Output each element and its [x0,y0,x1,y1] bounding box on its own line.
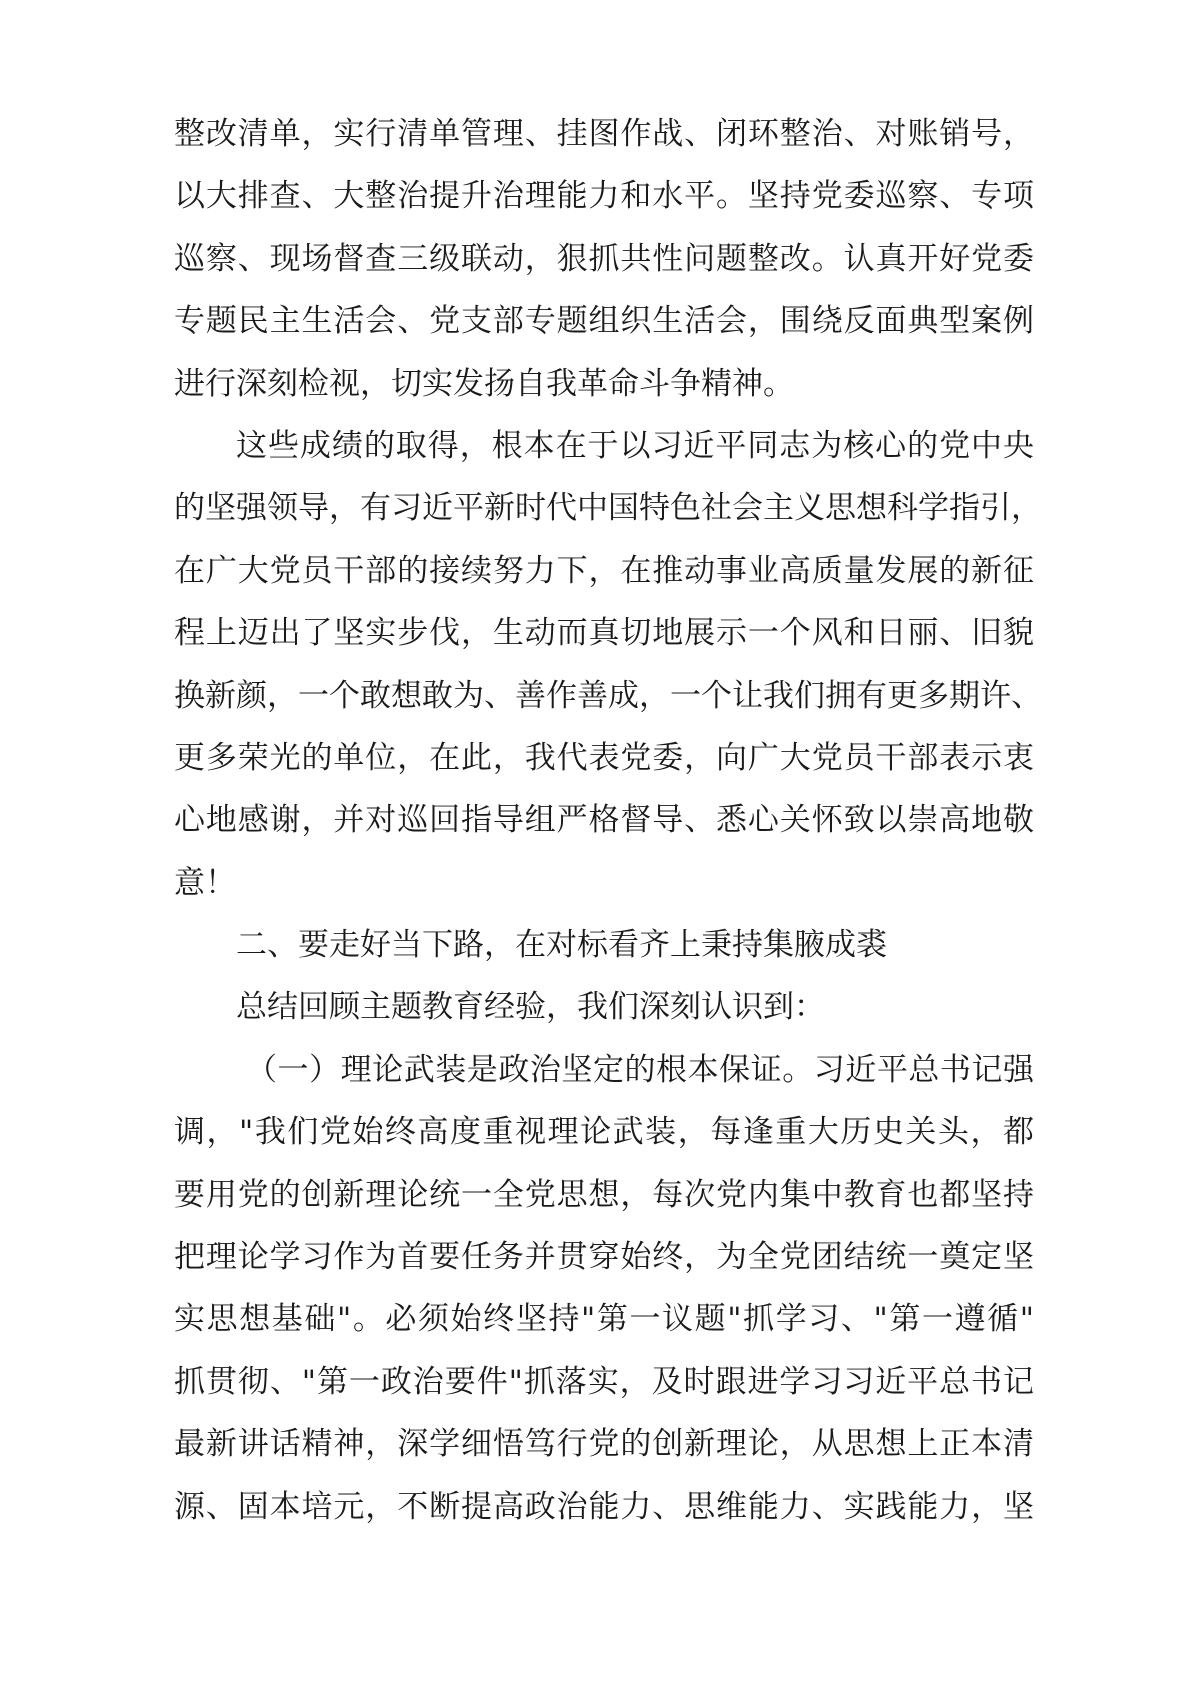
text-line: 更多荣光的单位，在此，我代表党委，向广大党员干部表示衷 [174,739,1034,776]
text-line: 实思想基础"。必须始终坚持"第一议题"抓学习、"第一遵循" [174,1301,1034,1338]
text-line: 以大排查、大整治提升治理能力和水平。坚持党委巡察、专项 [174,178,1034,215]
text-line: 巡察、现场督查三级联动，狠抓共性问题整改。认真开好党委 [174,240,1034,277]
text-line: 要用党的创新理论统一全党思想，每次党内集中教育也都坚持 [174,1176,1034,1213]
text-line: 的坚强领导，有习近平新时代中国特色社会主义思想科学指引， [174,490,1042,527]
text-line: 把理论学习作为首要任务并贯穿始终，为全党团结统一奠定坚 [174,1239,1034,1276]
text-line: 整改清单，实行清单管理、挂图作战、闭环整治、对账销号， [174,116,1034,152]
subsection-first-line: （一）理论武装是政治坚定的根本保证。习近平总书记强 [246,1051,1034,1088]
paragraph-first-line: 总结回顾主题教育经验，我们深刻认识到： [236,989,825,1026]
text-line: 抓贯彻、"第一政治要件"抓落实，及时跟进学习习近平总书记 [174,1363,1034,1400]
text-line: 进行深刻检视，切实发扬自我革命斗争精神。 [174,365,794,402]
text-line: 专题民主生活会、党支部专题组织生活会，围绕反面典型案例 [174,303,1034,340]
text-line: 换新颜，一个敢想敢为、善作善成，一个让我们拥有更多期许、 [174,677,1042,714]
section-heading: 二、要走好当下路，在对标看齐上秉持集腋成裘 [236,927,887,964]
text-line: 心地感谢，并对巡回指导组严格督导、悉心关怀致以崇高地敬 [174,802,1034,839]
text-line: 调，"我们党始终高度重视理论武装，每逢重大历史关头，都 [174,1114,1034,1151]
text-line: 意！ [174,864,236,901]
text-line: 源、固本培元，不断提高政治能力、思维能力、实践能力，坚 [174,1488,1034,1525]
text-line: 最新讲话精神，深学细悟笃行党的创新理论，从思想上正本清 [174,1426,1034,1463]
text-line: 在广大党员干部的接续努力下，在推动事业高质量发展的新征 [174,552,1034,589]
text-line: 程上迈出了坚实步伐，生动而真切地展示一个风和日丽、旧貌 [174,615,1034,652]
paragraph-first-line: 这些成绩的取得，根本在于以习近平同志为核心的党中央 [236,427,1034,464]
body-text [174,103,1042,1538]
